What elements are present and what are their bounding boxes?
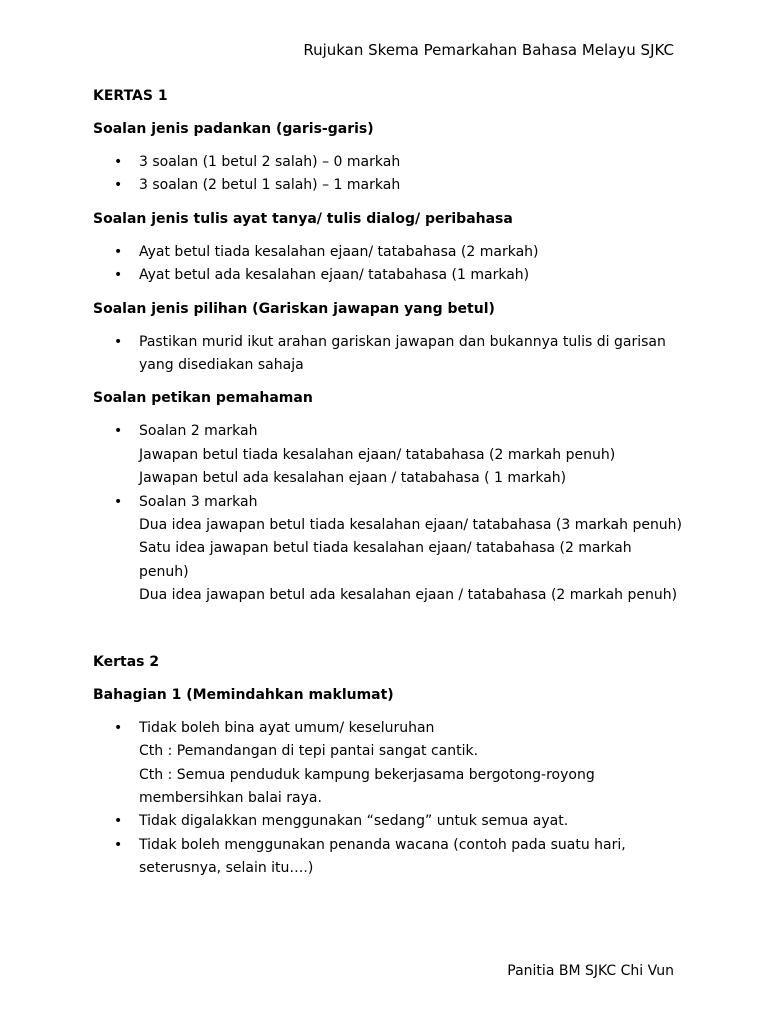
item-line: Jawapan betul tiada kesalahan ejaan/ tatabahasa (2 markah penuh) xyxy=(139,446,616,463)
item-line: Cth : Pemandangan di tepi pantai sangat cantik. xyxy=(139,743,479,760)
b1-heading: Bahagian 1 (Memindahkan maklumat) xyxy=(93,686,394,703)
list-item: • Ayat betul ada kesalahan ejaan/ tatabahasa (1 markah) xyxy=(93,264,683,287)
s3-heading: Soalan jenis pilihan (Gariskan jawapan yang betul) xyxy=(93,300,495,317)
item-line: Satu idea jawapan betul tiada kesalahan ejaan/ tatabahasa (2 markah penuh) xyxy=(139,540,632,580)
list-item: • Ayat betul tiada kesalahan ejaan/ tatabahasa (2 markah) xyxy=(93,241,683,264)
list-item xyxy=(93,420,683,490)
item-label: • Tidak boleh bina ayat umum/ keseluruhan xyxy=(139,719,435,736)
item-line: Dua idea jawapan betul tiada kesalahan ejaan/ tatabahasa (3 markah penuh) xyxy=(139,517,683,534)
document-body xyxy=(93,85,683,881)
page-header: Rujukan Skema Pemarkahan Bahasa Melayu SJKC xyxy=(303,41,674,59)
list-item: • 3 soalan (1 betul 2 salah) – 0 markah xyxy=(93,151,683,174)
s4-list xyxy=(93,420,683,607)
s2-heading: Soalan jenis tulis ayat tanya/ tulis dialog/ peribahasa xyxy=(93,210,513,227)
item-label: • Soalan 2 markah xyxy=(139,423,258,440)
item-line: Dua idea jawapan betul ada kesalahan ejaan / tatabahasa (2 markah penuh) xyxy=(139,587,678,604)
kertas2-title: Kertas 2 xyxy=(93,653,160,670)
s4-heading: Soalan petikan pemahaman xyxy=(93,390,313,407)
s1-list xyxy=(93,151,683,198)
item-line: Cth : Semua penduduk kampung bekerjasama bergotong-royong membersihkan balai raya. xyxy=(139,766,595,806)
kertas1-title: KERTAS 1 xyxy=(93,88,168,104)
list-item xyxy=(93,491,683,608)
list-item: • Pastikan murid ikut arahan gariskan jawapan dan bukannya tulis di garisan yang disediakan sahaja xyxy=(93,331,683,378)
s3-list xyxy=(93,331,683,378)
item-line: Jawapan betul ada kesalahan ejaan / tatabahasa ( 1 markah) xyxy=(139,470,567,487)
s2-list xyxy=(93,241,683,288)
list-item: • 3 soalan (2 betul 1 salah) – 1 markah xyxy=(93,174,683,197)
list-item: • Tidak boleh menggunakan penanda wacana (contoh pada suatu hari, seterusnya, selain itu….) xyxy=(93,834,683,881)
b1-list xyxy=(93,717,683,881)
s1-heading: Soalan jenis padankan (garis-garis) xyxy=(93,121,374,137)
list-item: • Tidak digalakkan menggunakan “sedang” untuk semua ayat. xyxy=(93,810,683,833)
item-label: • Soalan 3 markah xyxy=(139,493,258,510)
list-item xyxy=(93,717,683,811)
page-footer: Panitia BM SJKC Chi Vun xyxy=(507,963,674,979)
